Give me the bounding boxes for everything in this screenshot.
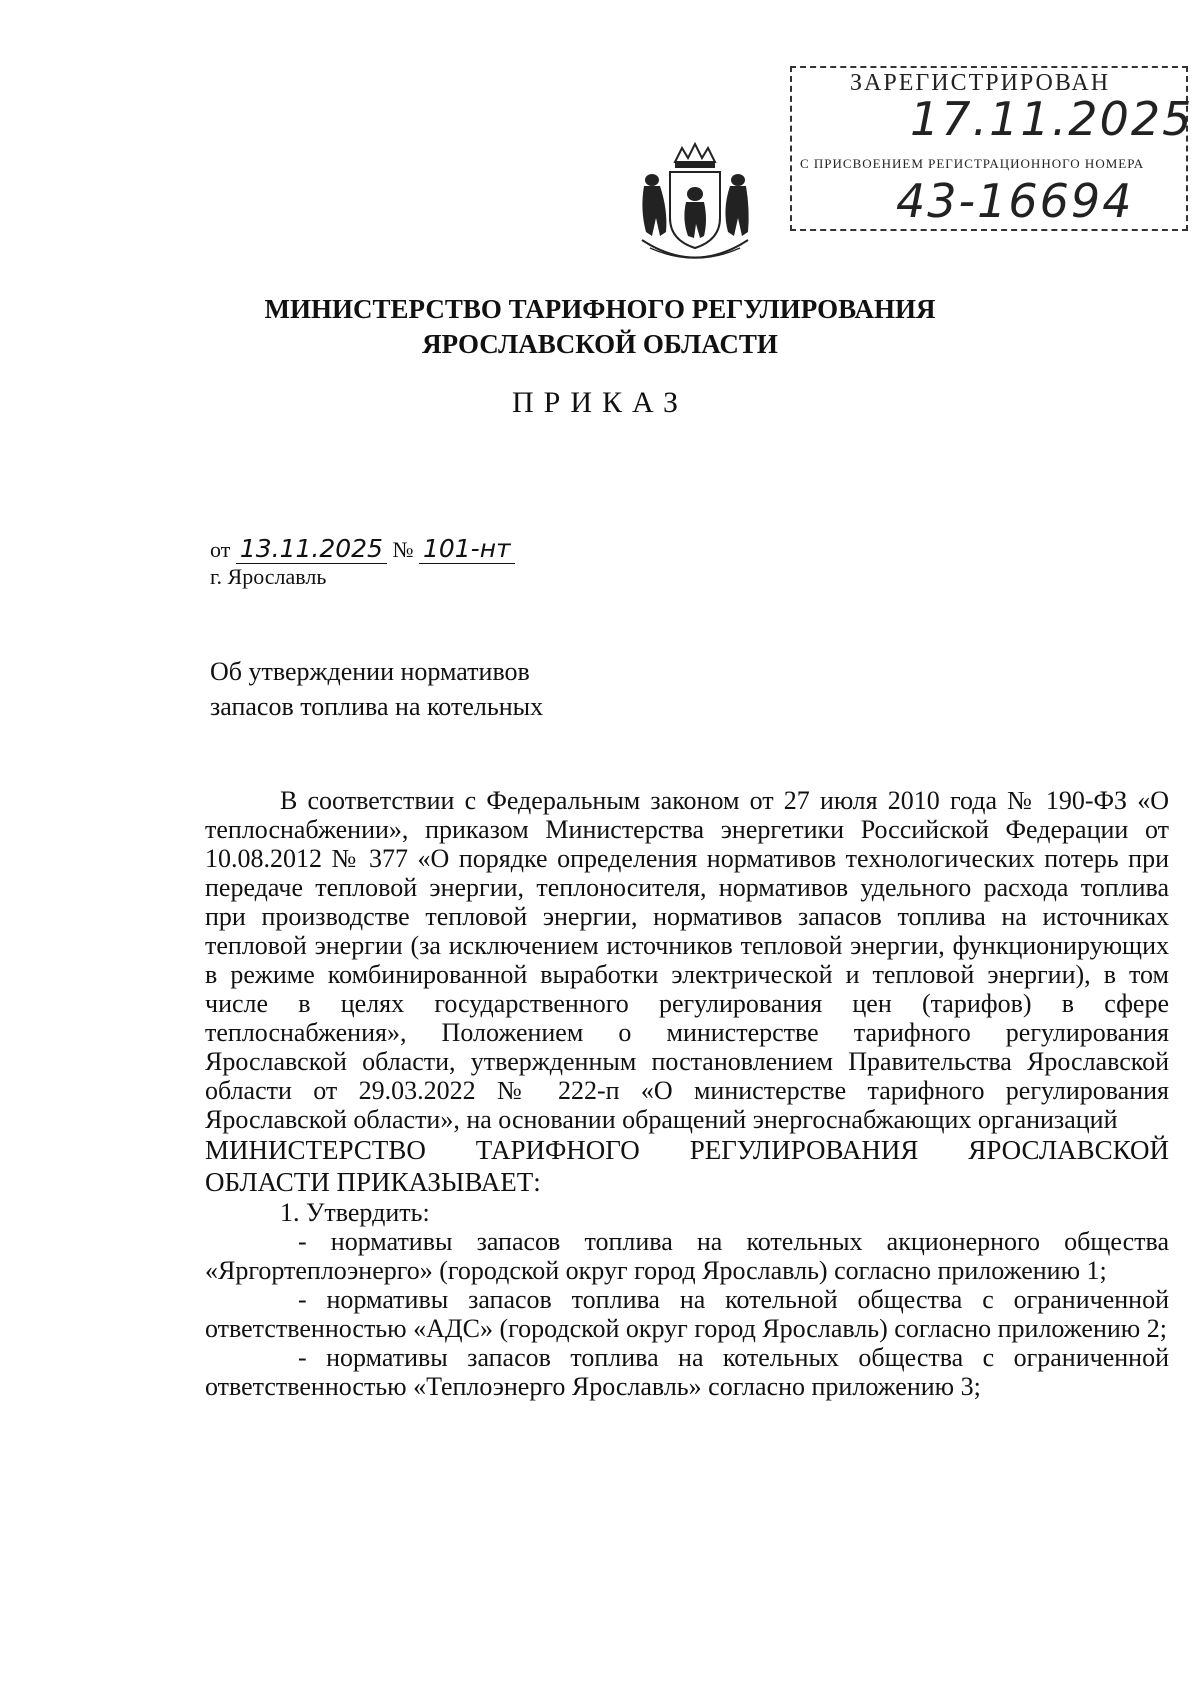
registration-stamp [790, 66, 1194, 231]
ministry-line-1: МИНИСТЕРСТВО ТАРИФНОГО РЕГУЛИРОВАНИЯ [264, 294, 936, 324]
subitem-2: - нормативы запасов топлива на котельной общества с ограниченной ответственностью «АДС» (городской округ город Ярославль) согласно приложению 2; [205, 1285, 1169, 1343]
order-date: 13.11.2025 [236, 534, 387, 564]
from-label: от [210, 537, 231, 562]
subitem-3: - нормативы запасов топлива на котельных общества с ограниченной ответственностью «Теплоэнерго Ярославль» согласно приложению 3; [205, 1343, 1169, 1401]
order-city: г. Ярославль [210, 564, 327, 589]
ministry-line-2: ЯРОСЛАВСКОЙ ОБЛАСТИ [422, 329, 778, 359]
ministry-name [0, 292, 1200, 362]
stamp-number-label: С ПРИСВОЕНИЕМ РЕГИСТРАЦИОННОГО НОМЕРА [800, 156, 1145, 171]
number-label: № [392, 537, 414, 562]
decree-paragraph: МИНИСТЕРСТВО ТАРИФНОГО РЕГУЛИРОВАНИЯ ЯРОСЛАВСКОЙ ОБЛАСТИ ПРИКАЗЫВАЕТ: [205, 1135, 1169, 1197]
document-type: ПРИКАЗ [512, 386, 688, 419]
stamp-registered-date: 17.11.2025 [910, 92, 1194, 146]
coat-of-arms-icon [630, 140, 760, 270]
order-number: 101-нт [419, 534, 515, 564]
preamble-paragraph: В соответствии с Федеральным законом от 27 июля 2010 года № 190-ФЗ «О теплоснабжении», приказом Министерства энергетики Российской Федерации от 10.08.2012 № 377 «О порядке определения нормативов технологических потерь при передаче тепловой энергии, теплоносителя, нормативов удельного расхода топлива при производстве тепловой энергии, нормативов запасов топлива на источниках тепловой энергии (за исключением источников тепловой энергии, функционирующих в режиме комбинированной выработки электрической и тепловой энергии), в том числе в целях государственного регулирования цен (тарифов) в сфере теплоснабжения», Положением о министерстве тарифного регулирования Ярославской области, утвержденным постановлением Правительства Ярославской области от 29.03.2022 № 222-п «О министерстве тарифного регулирования Ярославской области», на основании обращений энергоснабжающих организаций [205, 786, 1169, 1134]
item-1: 1. Утвердить: [280, 1198, 430, 1227]
order-subject [210, 654, 543, 724]
order-date-line [210, 534, 515, 564]
order-body [205, 786, 1169, 1401]
stamp-registration-number: 43-16694 [896, 174, 1134, 228]
subject-line-2: запасов топлива на котельных [210, 692, 544, 721]
subitem-1: - нормативы запасов топлива на котельных акционерного общества «Яргортеплоэнерго» (городской округ город Ярославль) согласно приложению 1; [205, 1227, 1169, 1285]
stamp-registered-label: ЗАРЕГИСТРИРОВАН [850, 70, 1111, 96]
subject-line-1: Об утверждении нормативов [210, 657, 530, 686]
